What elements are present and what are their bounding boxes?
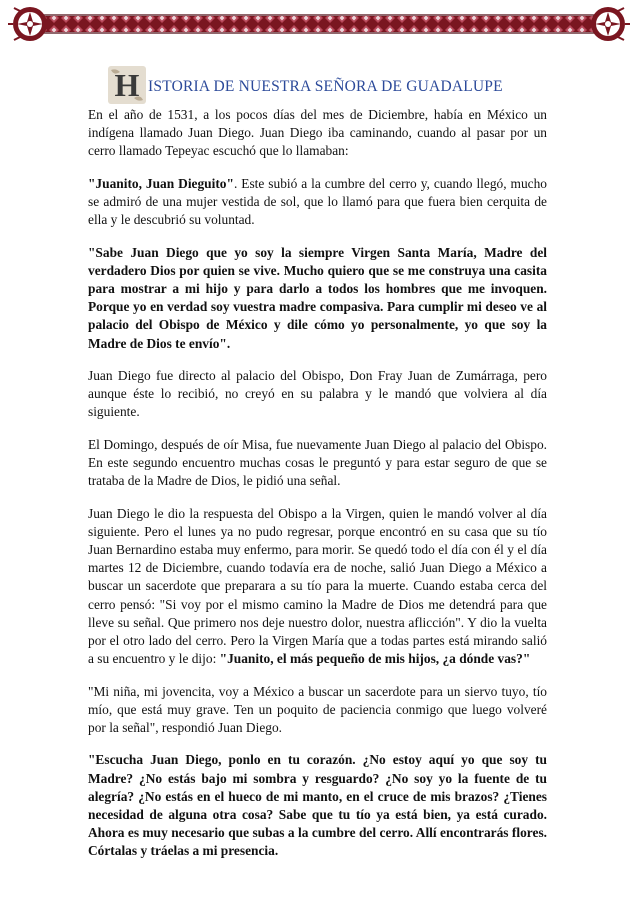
paragraph-6: Juan Diego le dio la respuesta del Obispo a la Virgen, quien le mandó volver al día siguiente. Pero el lunes ya no pudo regresar, porque encontró en su casa que su tío Juan Bernardino estaba muy enfermo, para morir. Se quedó todo el día con él y el día martes 12 de Diciembre, cuando todavía era de noche, salió Juan Diego a México a buscar un sacerdote que preparara a su tío para la muerte. Cuando estaba cerca del cerro pensó: "Si voy por el mismo camino la Madre de Dios me detendrá para que lleve su señal. Que primero nos deje nuestro dolor, nuestra aflicción". Y dio la vuelta por el otro lado del cerro. Pero la Virgen María que a todas partes está mirando salió a su encuentro y le dijo: "Juanito, el más pequeño de mis hijos, ¿a dónde vas?" [88, 505, 547, 667]
paragraph-3 [88, 244, 547, 353]
paragraph-5: El Domingo, después de oír Misa, fue nuevamente Juan Diego al palacio del Obispo. En este segundo encuentro muchas cosas le preguntó y para estar seguro de que se trataba de la Madre de Dios, le pidió una señal. [88, 436, 547, 489]
page-title [108, 66, 503, 104]
title-text: ISTORIA DE NUESTRA SEÑORA DE GUADALUPE [148, 77, 503, 95]
quote-bold: "Sabe Juan Diego que yo soy la siempre Virgen Santa María, Madre del verdadero Dios por quien se vive. Mucho quiero que se me construya una casita para mostrar a mi hijo y para darlo a todos los hombres que me invoquen. Porque yo en verdad soy vuestra madre compasiva. Para cumplir mi deseo ve al palacio del Obispo de México y dile cómo yo personalmente, yo que soy la Madre de Dios te envío". [88, 244, 547, 351]
quote-bold: "Escucha Juan Diego, ponlo en tu corazón. ¿No estoy aquí yo que soy tu Madre? ¿No estás bajo mi sombra y resguardo? ¿No soy yo la fuente de tu alegría? ¿No estás en el hueco de mi manto, en el cruce de mis brazos? ¿Tienes necesidad de alguna otra cosa? Sabe que tu tío ya está bien, ya está curado. Ahora es muy necesario que subas a la cumbre del cerro. Allí encontrarás flores. Córtalas y tráelas a mi presencia. [88, 752, 547, 859]
paragraph-4: Juan Diego fue directo al palacio del Obispo, Don Fray Juan de Zumárraga, pero aunque éste lo recibió, no creyó en su palabra y le mandó que volviera al día siguiente. [88, 368, 547, 420]
document-body [88, 106, 547, 875]
border-band [40, 16, 598, 32]
decorated-initial-icon [108, 66, 146, 104]
title-initial: H [114, 67, 140, 103]
paragraph-8 [88, 751, 547, 860]
ornamental-border [0, 0, 638, 50]
paragraph-1: En el año de 1531, a los pocos días del mes de Diciembre, había en México un indígena llamado Juan Diego. Juan Diego iba caminando, cuando al pasar por un cerro llamado Tepeyac escuchó que lo llamaban: [88, 107, 547, 159]
paragraph-2: "Juanito, Juan Dieguito". Este subió a la cumbre del cerro y, cuando llegó, mucho se admiró de una mujer vestida de sol, que lo llamó para que fuera bien cerquita de ella y le descubrió su voluntad. [88, 175, 547, 228]
quote-bold: "Juanito, Juan Dieguito" [88, 175, 234, 191]
quote-bold: "Juanito, el más pequeño de mis hijos, ¿a dónde vas?" [219, 651, 531, 667]
paragraph-7: "Mi niña, mi jovencita, voy a México a buscar un sacerdote para un siervo tuyo, tío mío, que está muy grave. Ten un poquito de paciencia conmigo que luego volveré por la señal", respondió Juan Diego. [88, 683, 547, 736]
